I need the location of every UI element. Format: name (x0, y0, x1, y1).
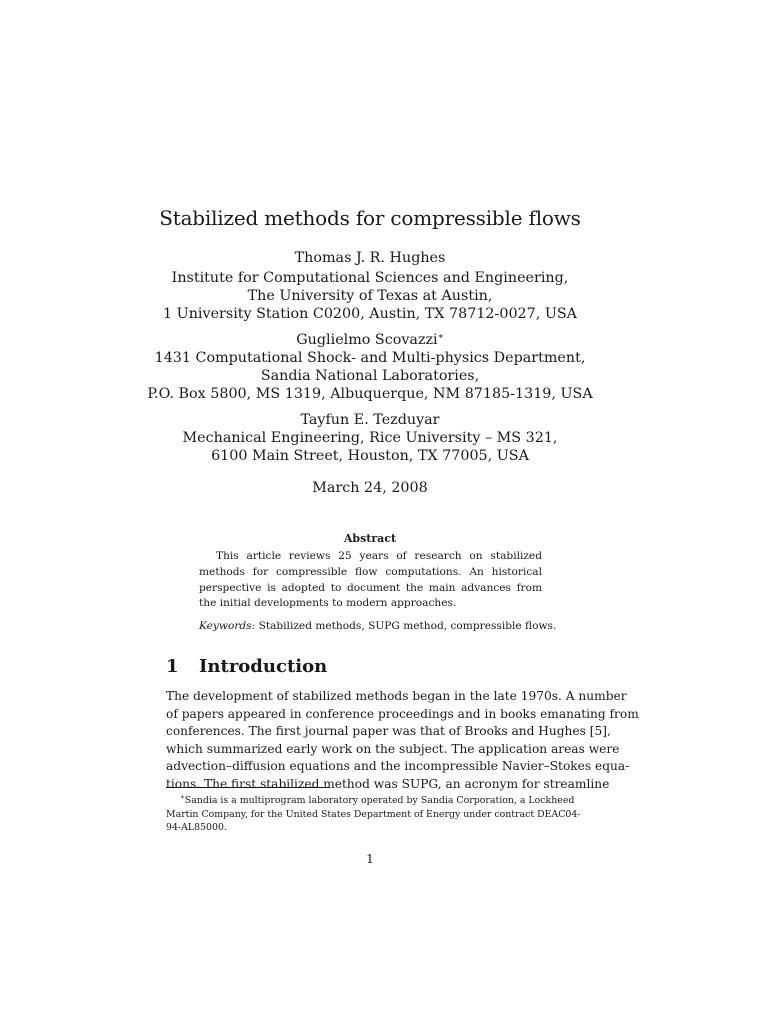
affiliation-line: 1431 Computational Shock- and Multi-physics Department, (154, 350, 586, 366)
body-line: conferences. The first journal paper was that of Brooks and Hughes [5], (166, 724, 611, 738)
body-line: The development of stabilized methods began in the late 1970s. A number (166, 689, 627, 703)
footnote-line (166, 791, 575, 808)
paper-title: Stabilized methods for compressible flows (159, 206, 581, 230)
author-name-text: Tayfun E. Tezduyar (300, 412, 440, 428)
keywords-text: Stabilized methods, SUPG method, compressible flows. (258, 620, 557, 632)
section-heading (166, 656, 327, 677)
page-number: 1 (366, 852, 374, 866)
footnote-text: Sandia is a multiprogram laboratory operated by Sandia Corporation, a Lockheed (184, 795, 575, 807)
body-line: which summarized early work on the subject. The application areas were (166, 741, 620, 756)
paper-date: March 24, 2008 (312, 480, 428, 496)
author-name-3 (0, 412, 740, 428)
author-name-text: Guglielmo Scovazzi (296, 332, 438, 348)
body-paragraph (166, 688, 639, 793)
affiliation-line: Sandia National Laboratories, (260, 368, 480, 384)
footnote (166, 791, 581, 835)
abstract-heading: Abstract (343, 532, 397, 545)
author-name-text: Thomas J. R. Hughes (294, 250, 446, 266)
body-line: advection–diffusion equations and the incompressible Navier–Stokes equa- (166, 759, 630, 773)
body-line: of papers appeared in conference proceedings and in books emanating from (166, 706, 639, 721)
affiliation-line: P.O. Box 5800, MS 1319, Albuquerque, NM 87185-1319, USA (147, 386, 593, 402)
keywords-line (199, 620, 559, 632)
affiliation-line: 1 University Station C0200, Austin, TX 78712-0027, USA (163, 306, 577, 322)
abstract-text: This article reviews 25 years of research on stabilized methods for compressible flow computations. An historical perspective is adopted to document the main advances from the initial developments to modern approaches. (199, 550, 542, 610)
footnote-line: 94-AL85000. (166, 822, 227, 834)
affiliation-line: Institute for Computational Sciences and Engineering, (171, 270, 569, 286)
footnote-mark: ∗ (180, 793, 185, 801)
author-name-2 (0, 332, 740, 348)
section-number: 1 (166, 656, 179, 677)
section-title: Introduction (199, 656, 328, 677)
footnote-rule (166, 787, 330, 788)
author-name-1 (0, 250, 740, 266)
footnote-marker: ∗ (437, 332, 444, 342)
body-line: tions. The first stabilized method was SUPG, an acronym for streamline (166, 776, 610, 791)
keywords-label: Keywords: (199, 620, 256, 632)
affiliation-line: Mechanical Engineering, Rice University – MS 321, (182, 430, 558, 446)
affiliation-line: The University of Texas at Austin, (247, 288, 493, 304)
footnote-line: Martin Company, for the United States Department of Energy under contract DEAC04- (166, 808, 581, 820)
affiliation-line: 6100 Main Street, Houston, TX 77005, USA (211, 448, 529, 464)
